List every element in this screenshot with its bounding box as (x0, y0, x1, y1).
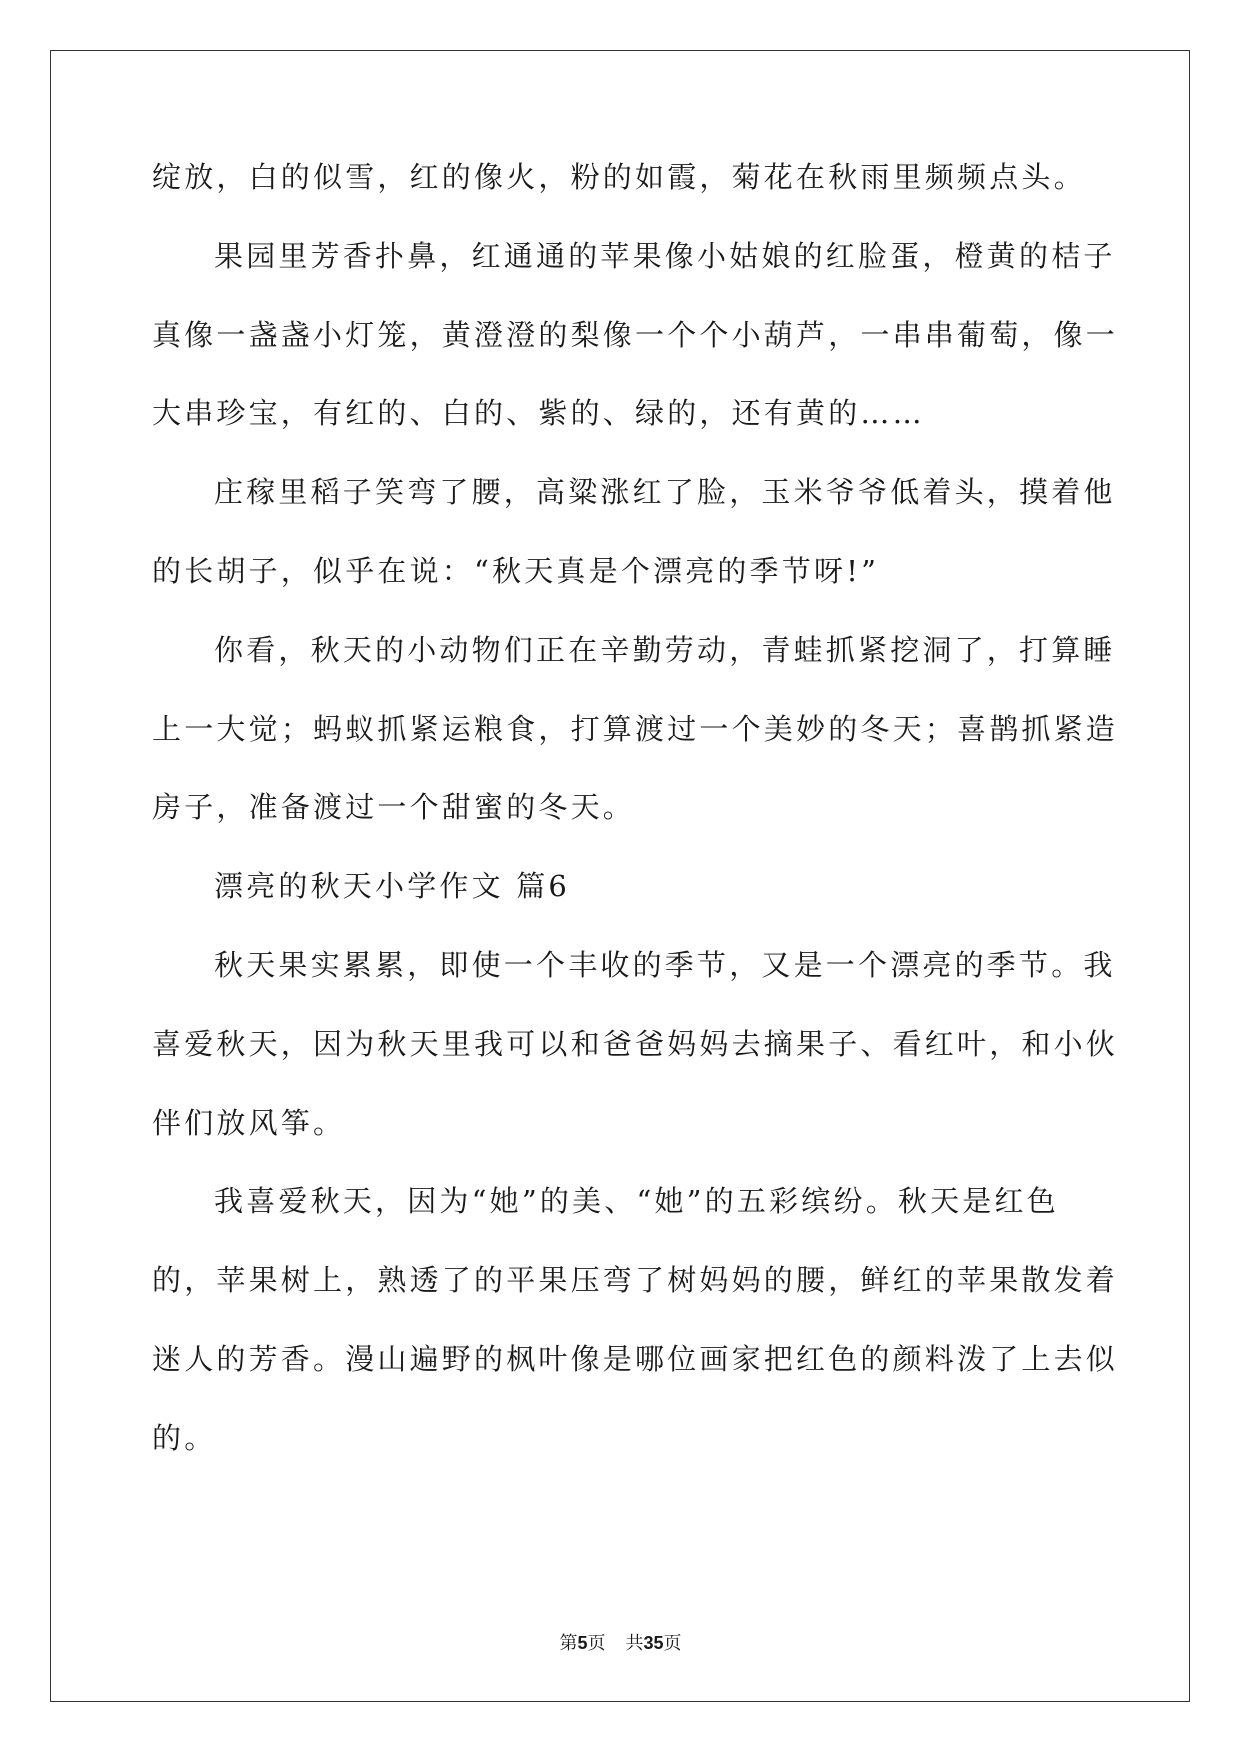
page-number: 5 (577, 1633, 588, 1653)
text-line: 的，苹果树上，熟透了的平果压弯了树妈妈的腰，鲜红的苹果散发着 (152, 1263, 1119, 1298)
text-line: 真像一盏盏小灯笼，黄澄澄的梨像一个个小葫芦，一串串葡萄，像一 (152, 317, 1119, 352)
text-line: 伴们放风筝。 (152, 1105, 346, 1140)
paragraph-start-line: 秋天果实累累，即使一个丰收的季节，又是一个漂亮的季节。我 (214, 947, 1116, 982)
page-prefix: 第 (559, 1633, 578, 1654)
text-line: 迷人的芳香。漫山遍野的枫叶像是哪位画家把红色的颜料泼了上去似 (152, 1341, 1119, 1376)
text-line: 的。 (152, 1420, 217, 1455)
paragraph-start-line: 你看，秋天的小动物们正在辛勤劳动，青蛙抓紧挖洞了，打算睡 (214, 632, 1116, 667)
page-suffix: 页 (587, 1633, 606, 1654)
total-pages: 35 (643, 1633, 664, 1653)
document-body (152, 158, 1119, 1498)
paragraph-start-line: 庄稼里稻子笑弯了腰，高粱涨红了脸，玉米爷爷低着头，摸着他 (214, 475, 1116, 510)
total-prefix: 共 (625, 1633, 644, 1654)
text-line: 的长胡子，似乎在说：“秋天真是个漂亮的季节呀!” (152, 553, 880, 588)
paragraph-start-line: 果园里芳香扑鼻，红通通的苹果像小姑娘的红脸蛋，橙黄的桔子 (214, 238, 1116, 273)
page-footer (0, 1631, 1241, 1656)
text-line: 喜爱秋天，因为秋天里我可以和爸爸妈妈去摘果子、看红叶，和小伙 (152, 1026, 1119, 1061)
text-line: 上一大觉；蚂蚁抓紧运粮食，打算渡过一个美妙的冬天；喜鹊抓紧造 (152, 711, 1119, 746)
section-heading: 漂亮的秋天小学作文 篇6 (214, 869, 571, 904)
paragraph-start-line: 我喜爱秋天，因为“她”的美、“她”的五彩缤纷。秋天是红色 (214, 1184, 1059, 1219)
text-line: 房子，准备渡过一个甜蜜的冬天。 (152, 790, 636, 825)
total-suffix: 页 (663, 1633, 682, 1654)
text-line: 绽放，白的似雪，红的像火，粉的如霞，菊花在秋雨里频频点头。 (152, 160, 1086, 194)
text-line: 大串珍宝，有红的、白的、紫的、绿的，还有黄的…… (152, 396, 925, 431)
